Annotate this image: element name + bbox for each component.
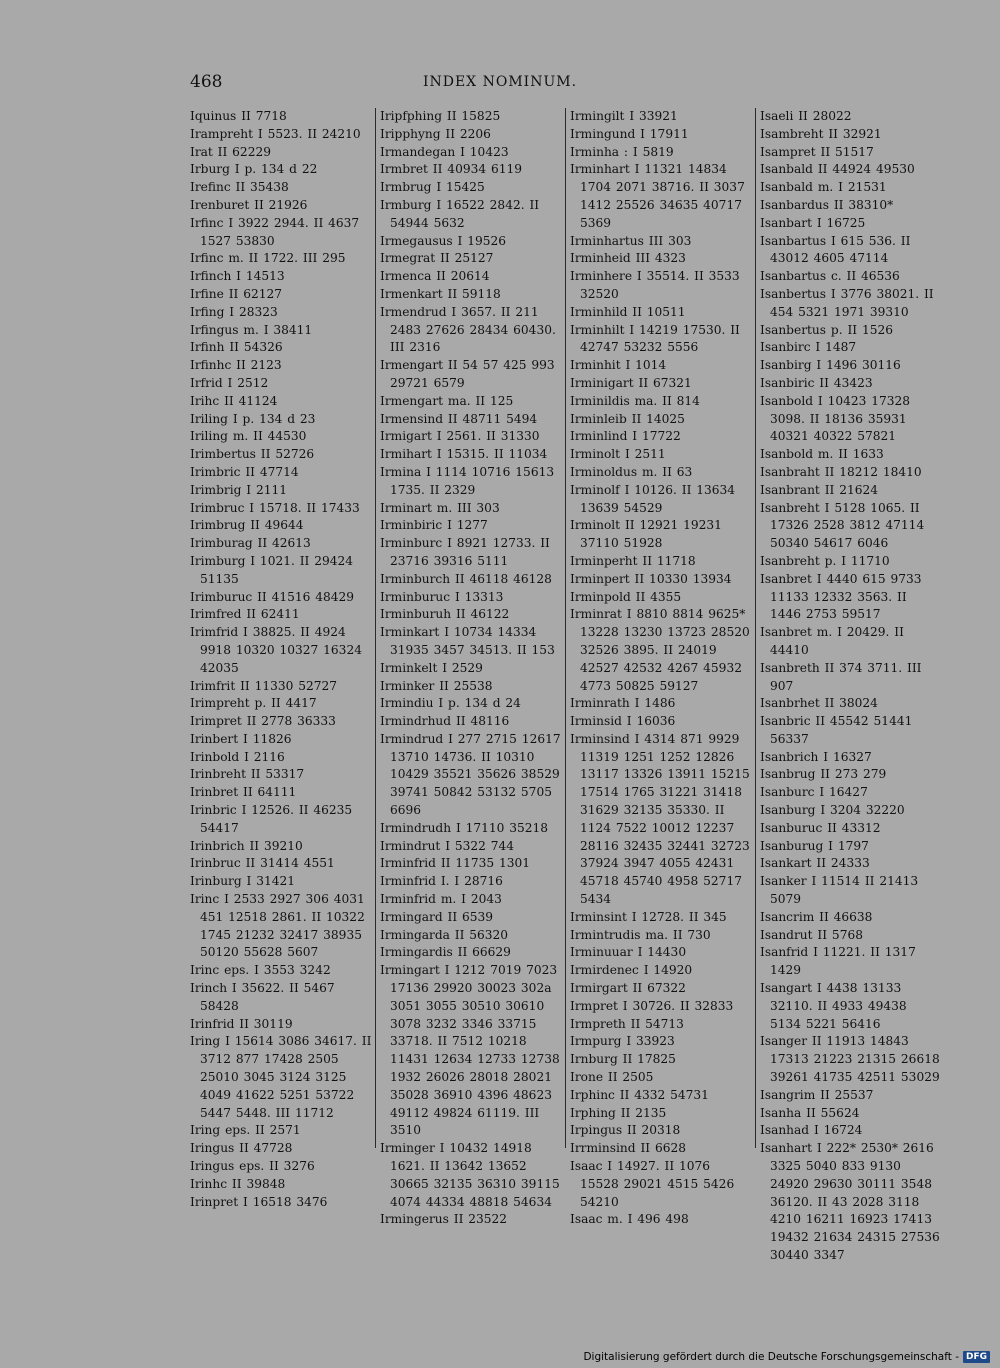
index-entry: Isancrim II 46638 [760, 909, 873, 924]
index-entry: Irminolt I 2511 [570, 447, 666, 462]
index-entry: Irphing II 2135 [570, 1105, 667, 1120]
index-entry: Irminhit I 1014 [570, 358, 667, 373]
index-entry: Irminger I 10432 14918 1621. II 13642 13652 30665 32135 36310 39115 4074 44334 48818 54634 [380, 1141, 560, 1209]
index-entry: Irminfrid m. I 2043 [380, 892, 502, 907]
index-entry: Isanburug I 1797 [760, 838, 869, 853]
index-entry: Irfing I 28323 [190, 304, 278, 319]
index-entry: Irmenkart II 59118 [380, 286, 501, 301]
index-entry: Irminfrid II 11735 1301 [380, 856, 531, 871]
index-entry: Irmegausus I 19526 [380, 233, 507, 248]
index-entry: Isanbardus II 38310* [760, 197, 894, 212]
running-title: INDEX NOMINUM. [422, 74, 578, 90]
index-entry: Irmingart I 1212 7019 7023 17136 29920 30023 302a 3051 3055 30510 30610 3078 3232 3346 33715 33718. II 7512 10218 11431 12634 12733 12738 1932 26026 28018 28021 35028 36910 4396 48623 49112 49824 61119. III 3510 [380, 963, 560, 1138]
index-entry: Isanburc I 16427 [760, 785, 868, 800]
index-entry: Irmindrudh I 17110 35218 [380, 820, 549, 835]
index-entry: Irimfred II 62411 [190, 607, 300, 622]
index-entry: Irminsind I 4314 871 9929 11319 1251 1252 12826 13117 13326 13911 15215 17514 1765 31221 31418 31629 32135 35330. II 1124 7522 10012 12237 28116 32435 32441 32723 37924 3947 4055 42431 45718 45740 4958 52717 5434 [570, 731, 750, 907]
index-entry: Irfinh II 54326 [190, 340, 283, 355]
index-entry: Irimbric II 47714 [190, 464, 299, 479]
index-entry: Irrminsind II 6628 [570, 1141, 686, 1156]
index-entry: Irinpret I 16518 3476 [190, 1194, 328, 1209]
index-entry: Irminburc I 8921 12733. II 23716 39316 5111 [380, 536, 550, 568]
index-entry: Irimburag II 42613 [190, 536, 311, 551]
index-entry: Iring eps. II 2571 [190, 1123, 301, 1138]
index-entry: Irinbruc II 31414 4551 [190, 856, 335, 871]
index-entry: Irminperht II 11718 [570, 553, 696, 568]
index-column-4 [760, 108, 942, 1262]
index-entry: Irminildis ma. II 814 [570, 393, 700, 408]
index-entry: Irinc eps. I 3553 3242 [190, 963, 331, 978]
index-entry: Irimbrig I 2111 [190, 482, 288, 497]
index-entry: Iripfphing II 15825 [380, 109, 501, 123]
index-entry: Isanbreht I 5128 1065. II 17326 2528 3812 47114 50340 54617 6046 [760, 500, 925, 551]
index-entry: Irinhc II 39848 [190, 1176, 286, 1191]
index-column-1 [190, 108, 372, 1209]
index-entry: Irmirdenec I 14920 [570, 963, 693, 978]
index-entry: Isanbartus c. II 46536 [760, 269, 900, 284]
index-entry: Irfrid I 2512 [190, 375, 269, 390]
index-entry: Irphinc II 4332 54731 [570, 1087, 709, 1102]
index-entry: Irat II 62229 [190, 144, 271, 159]
index-entry: Isanbric II 45542 51441 56337 [760, 714, 913, 746]
index-entry: Irfinch I 14513 [190, 269, 285, 284]
index-entry: Iringus eps. II 3276 [190, 1159, 315, 1174]
index-entry: Irmenca II 20614 [380, 269, 490, 284]
index-entry: Irminheid III 4323 [570, 251, 686, 266]
index-entry: Irminhild II 10511 [570, 304, 686, 319]
index-entry: Isanker I 11514 II 21413 5079 [760, 874, 919, 907]
index-entry: Iring I 15614 3086 34617. II 3712 877 17428 2505 25010 3045 3124 3125 4049 41622 5251 53722 5447 5448. III 11712 [190, 1034, 372, 1120]
index-entry: Irmingardis II 66629 [380, 945, 511, 960]
index-entry: Irminuuar I 14430 [570, 945, 687, 960]
index-entry: Irmbret II 40934 6119 [380, 162, 522, 177]
index-entry: Irminkart I 10734 14334 31935 3457 34513. II 153 [380, 625, 555, 657]
index-entry: Irimpreht p. II 4417 [190, 696, 317, 711]
index-entry: Irnburg II 17825 [570, 1052, 676, 1067]
index-entry: Irinbreht II 53317 [190, 767, 305, 782]
index-entry: Irampreht I 5523. II 24210 [190, 126, 361, 141]
index-columns [190, 108, 950, 1262]
index-entry: Irinburg I 31421 [190, 874, 295, 889]
index-entry: Irminhartus III 303 [570, 233, 692, 248]
index-entry: Irimbertus II 52726 [190, 447, 315, 462]
index-entry: Irminhart I 11321 14834 1704 2071 38716. II 3037 1412 25526 34635 40717 5369 [570, 162, 745, 230]
index-entry: Irmpurg I 33923 [570, 1034, 675, 1049]
index-entry: Irefinc II 35438 [190, 180, 289, 195]
index-entry: Irburg I p. 134 d 22 [190, 162, 318, 177]
index-entry: Irfinhc II 2123 [190, 358, 282, 373]
index-entry: Irmingund I 17911 [570, 126, 689, 141]
index-entry: Isaac I 14927. II 1076 15528 29021 4515 5426 54210 [570, 1159, 735, 1209]
index-entry: Irminsid I 16036 [570, 714, 676, 729]
index-entry: Irmendrud I 3657. II 211 2483 27626 28434 60430. III 2316 [380, 304, 556, 355]
index-entry: Iringus II 47728 [190, 1141, 293, 1156]
index-entry: Irmpret I 30726. II 32833 [570, 998, 734, 1013]
index-entry: Irminleib II 14025 [570, 411, 685, 426]
index-entry: Iriling m. II 44530 [190, 429, 307, 444]
index-entry: Isanbreth II 374 3711. III 907 [760, 660, 922, 693]
index-entry: Irminpert II 10330 13934 [570, 571, 732, 586]
index-entry: Isanbreht p. I 11710 [760, 553, 890, 568]
index-entry: Irimbruc I 15718. II 17433 [190, 500, 360, 515]
index-entry: Iquinus II 7718 [190, 109, 287, 123]
index-entry: Isanbret m. I 20429. II 44410 [760, 625, 904, 657]
index-entry: Irminpold II 4355 [570, 589, 682, 604]
index-entry: Irminker II 25538 [380, 678, 493, 693]
index-entry: Irfinc I 3922 2944. II 4637 1527 53830 [190, 215, 360, 248]
index-entry: Isanbart I 16725 [760, 215, 866, 230]
index-entry: Irfine II 62127 [190, 286, 282, 301]
index-entry: Irminrat I 8810 8814 9625* 13228 13230 13723 28520 32526 3895. II 24019 42527 42532 4267 45932 4773 50825 59127 [570, 607, 750, 693]
index-entry: Irfingus m. I 38411 [190, 322, 313, 337]
index-entry: Irminoldus m. II 63 [570, 464, 693, 479]
index-entry: Irinbric I 12526. II 46235 54417 [190, 803, 353, 835]
index-entry: Irmigart I 2561. II 31330 [380, 429, 540, 444]
index-entry: Isanfrid I 11221. II 1317 1429 [760, 945, 916, 978]
index-column-2 [380, 108, 562, 1227]
index-entry: Irminolt II 12921 19231 37110 51928 [570, 518, 722, 551]
index-entry: Isanburuc II 43312 [760, 820, 881, 835]
index-entry: Irminhilt I 14219 17530. II 42747 53232 5556 [570, 322, 740, 355]
index-entry: Irminsint I 12728. II 345 [570, 909, 727, 924]
index-entry: Irinc I 2533 2927 306 4031 451 12518 2861. II 10322 1745 21232 32417 38935 50120 55628 5607 [190, 892, 365, 960]
index-entry: Isanger II 11913 14843 17313 21223 21315 26618 39261 41735 42511 53029 [760, 1034, 940, 1085]
index-entry: Irminha : I 5819 [570, 144, 674, 159]
index-entry: Isanbirg I 1496 30116 [760, 358, 901, 373]
index-entry: Isaac m. I 496 498 [570, 1212, 689, 1227]
index-entry: Irmina I 1114 10716 15613 1735. II 2329 [380, 464, 555, 497]
index-entry: Isanhart I 222* 2530* 2616 3325 5040 833 9130 24920 29630 30111 3548 36120. II 43 2028 3118 4210 16211 16923 17413 19432 21634 24315 27536 30440 3347 [760, 1141, 940, 1262]
index-entry: Irmensind II 48711 5494 [380, 411, 538, 426]
index-entry: Irmindrud I 277 2715 12617 13710 14736. II 10310 10429 35521 35626 38529 39741 50842 53132 5705 6696 [380, 731, 561, 818]
index-entry: Isanbold m. II 1633 [760, 447, 884, 462]
index-entry: Irmirgart II 67322 [570, 981, 686, 996]
index-entry: Isanbrant II 21624 [760, 482, 878, 497]
index-entry: Irinfrid II 30119 [190, 1016, 293, 1031]
index-entry: Isangart I 4438 13133 32110. II 4933 49438 5134 5221 56416 [760, 981, 907, 1031]
index-entry: Irimfrit II 11330 52727 [190, 678, 338, 693]
index-entry: Irimpret II 2778 36333 [190, 714, 336, 729]
page-header [0, 72, 1000, 96]
index-entry: Irinbret II 64111 [190, 785, 297, 800]
index-entry: Isanbret I 4440 615 9733 11133 12332 3563. II 1446 2753 59517 [760, 571, 922, 622]
index-entry: Irmpreth II 54713 [570, 1016, 684, 1031]
index-entry: Isanbald II 44924 49530 [760, 162, 915, 177]
index-entry: Irimfrid I 38825. II 4924 9918 10320 10327 16324 42035 [190, 625, 362, 675]
index-entry: Irmingard II 6539 [380, 909, 494, 924]
index-entry: Irimburuc II 41516 48429 [190, 589, 355, 604]
dfg-logo: DFG [963, 1351, 990, 1363]
index-entry: Irone II 2505 [570, 1070, 654, 1085]
index-entry: Irihc II 41124 [190, 393, 278, 408]
index-entry: Isangrim II 25537 [760, 1087, 874, 1102]
index-entry: Isanbartus I 615 536. II 43012 4605 47114 [760, 233, 911, 266]
footer-credit-text: Digitalisierung gefördert durch die Deutsche Forschungsgemeinschaft - [583, 1351, 959, 1363]
index-entry: Isambreht II 32921 [760, 126, 882, 141]
index-entry: Isampret II 51517 [760, 144, 874, 159]
index-entry: Irinbrich II 39210 [190, 838, 303, 853]
index-entry: Isandrut II 5768 [760, 927, 863, 942]
index-entry: Isanbraht II 18212 18410 [760, 464, 922, 479]
index-entry: Isanhad I 16724 [760, 1123, 863, 1138]
index-entry: Irinbold I 2116 [190, 749, 285, 764]
index-entry: Irmandegan I 10423 [380, 144, 509, 159]
index-entry: Isanbertus I 3776 38021. II 454 5321 1971 39310 [760, 286, 934, 319]
index-entry: Irminfrid I. I 28716 [380, 874, 503, 889]
index-entry: Irminburuc I 13313 [380, 589, 504, 604]
index-entry: Irinch I 35622. II 5467 58428 [190, 981, 335, 1013]
index-entry: Irminolf I 10126. II 13634 13639 54529 [570, 482, 736, 515]
index-entry: Irminrath I 1486 [570, 696, 676, 711]
index-entry: Irmindrhud II 48116 [380, 714, 510, 729]
index-entry: Irmengart ma. II 125 [380, 393, 514, 408]
index-entry: Irmengart II 54 57 425 993 29721 6579 [380, 358, 555, 390]
index-entry: Irenburet II 21926 [190, 197, 308, 212]
page-number: 468 [190, 72, 223, 92]
index-entry: Irminburch II 46118 46128 [380, 571, 552, 586]
index-entry: Irimbrug II 49644 [190, 518, 304, 533]
index-entry: Isanha II 55624 [760, 1105, 860, 1120]
index-entry: Isanbertus p. II 1526 [760, 322, 893, 337]
index-entry: Irinbert I 11826 [190, 731, 292, 746]
index-entry: Irmindrut I 5322 744 [380, 838, 515, 853]
index-entry: Isanbald m. I 21531 [760, 180, 887, 195]
index-entry: Irmbrug I 15425 [380, 180, 485, 195]
index-entry: Irminart m. III 303 [380, 500, 500, 515]
index-entry: Isanbrich I 16327 [760, 749, 872, 764]
index-entry: Iripphyng II 2206 [380, 126, 491, 141]
index-entry: Isanburg I 3204 32220 [760, 803, 905, 818]
index-entry: Irminburuh II 46122 [380, 607, 510, 622]
index-entry: Isanbirc I 1487 [760, 340, 857, 355]
index-entry: Isankart II 24333 [760, 856, 870, 871]
index-entry: Irmingerus II 23522 [380, 1212, 508, 1227]
index-column-3 [570, 108, 752, 1227]
index-entry: Irmingilt I 33921 [570, 109, 678, 123]
index-entry: Irminkelt I 2529 [380, 660, 483, 675]
index-entry: Irminbiric I 1277 [380, 518, 488, 533]
index-entry: Irmintrudis ma. II 730 [570, 927, 711, 942]
index-entry: Irpingus II 20318 [570, 1123, 681, 1138]
index-entry: Irmindiu I p. 134 d 24 [380, 696, 521, 711]
index-entry: Irmingarda II 56320 [380, 927, 509, 942]
index-entry: Isanbold I 10423 17328 3098. II 18136 35931 40321 40322 57821 [760, 393, 910, 444]
index-entry: Isanbrhet II 38024 [760, 696, 878, 711]
index-entry: Isanbrug II 273 279 [760, 767, 887, 782]
index-entry: Isaeli II 28022 [760, 109, 852, 123]
index-entry: Irminigart II 67321 [570, 375, 692, 390]
index-entry: Irimburg I 1021. II 29424 51135 [190, 553, 353, 586]
index-entry: Irminlind I 17722 [570, 429, 681, 444]
index-entry: Iriling I p. 134 d 23 [190, 411, 316, 426]
index-entry: Irmegrat II 25127 [380, 251, 494, 266]
index-entry: Isanbiric II 43423 [760, 375, 873, 390]
index-entry: Irmburg I 16522 2842. II 54944 5632 [380, 197, 540, 230]
index-entry: Irfinc m. II 1722. III 295 [190, 251, 346, 266]
index-entry: Irminhere I 35514. II 3533 32520 [570, 269, 740, 301]
index-entry: Irmihart I 15315. II 11034 [380, 447, 548, 462]
footer-credit [583, 1350, 990, 1364]
